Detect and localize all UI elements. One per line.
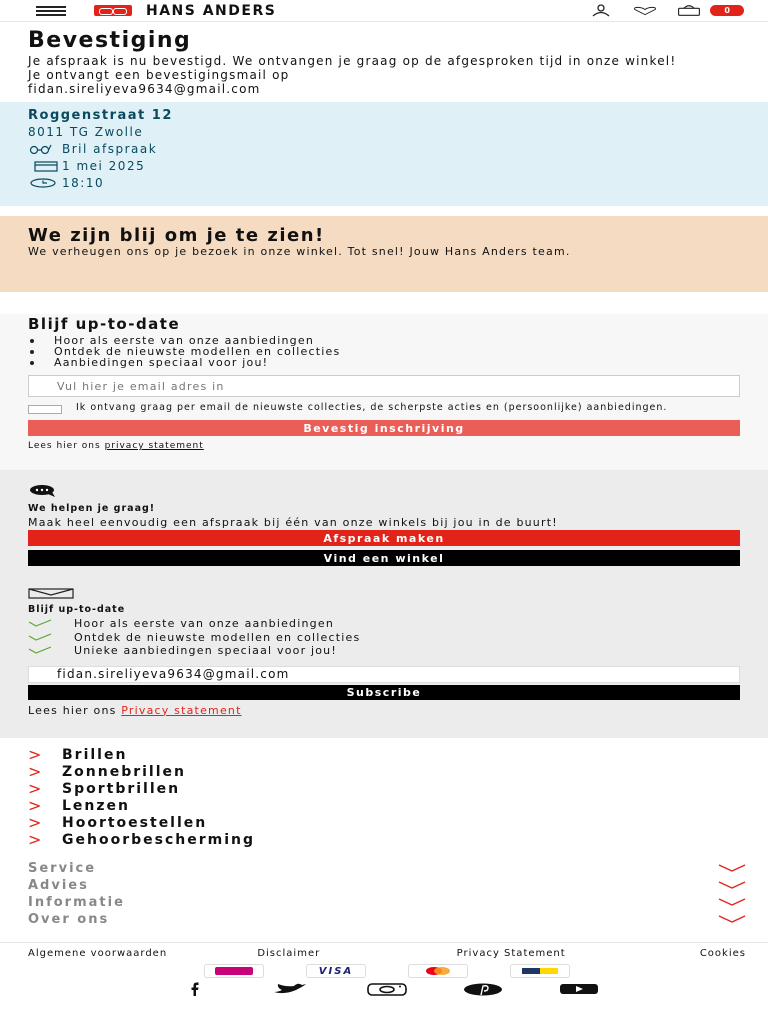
arrow-right-icon: > bbox=[28, 813, 44, 832]
youtube-icon[interactable] bbox=[559, 982, 599, 996]
privacy-prefix: Lees hier ons bbox=[28, 441, 101, 451]
logo-glasses-icon bbox=[94, 5, 132, 16]
site-header bbox=[0, 0, 768, 22]
newsletter2-benefits bbox=[28, 617, 740, 658]
confirmation-text: Je afspraak is nu bevestigd. We ontvangen je graag op de afgesproken tijd in onze winkel! bbox=[28, 54, 677, 68]
twitter-icon[interactable] bbox=[271, 982, 311, 996]
payment-methods bbox=[28, 964, 746, 978]
help-text: Maak heel eenvoudig een afspraak bij één van onze winkels bij jou in de buurt! bbox=[28, 516, 558, 529]
page-title: Bevestiging bbox=[28, 28, 192, 53]
subscribe-email-input[interactable] bbox=[28, 666, 740, 683]
privacy-prefix-2: Lees hier ons bbox=[28, 703, 117, 717]
privacy-statement-link-2[interactable]: Privacy statement bbox=[121, 703, 242, 717]
facebook-icon[interactable] bbox=[175, 982, 215, 996]
chevron-down-icon bbox=[718, 912, 746, 927]
accordion-advies[interactable] bbox=[28, 877, 746, 894]
chat-icon bbox=[28, 484, 740, 501]
category-label: Sportbrillen bbox=[62, 780, 181, 797]
footer-accordion bbox=[0, 848, 768, 928]
category-link-sportbrillen[interactable] bbox=[28, 780, 740, 797]
arrow-right-icon: > bbox=[28, 830, 44, 849]
benefit-text: Unieke aanbiedingen speciaal voor jou! bbox=[74, 644, 337, 657]
arrow-right-icon: > bbox=[28, 745, 44, 764]
arrow-right-icon: > bbox=[28, 762, 44, 781]
accordion-label: Informatie bbox=[28, 895, 125, 910]
banner-title: We zijn blij om je te zien! bbox=[28, 225, 325, 246]
instagram-icon[interactable] bbox=[367, 982, 407, 996]
appointment-time-row bbox=[28, 174, 740, 191]
category-link-zonnebrillen[interactable] bbox=[28, 763, 740, 780]
cart-count-badge: 0 bbox=[710, 5, 744, 16]
banner-text: We verheugen ons op je bezoek in onze winkel. Tot snel! Jouw Hans Anders team. bbox=[28, 245, 571, 258]
chevron-down-icon bbox=[718, 878, 746, 893]
clock-icon bbox=[28, 176, 62, 190]
ideal-logo bbox=[204, 964, 264, 978]
list-item: Hoor als eerste van onze aanbiedingen bbox=[28, 335, 740, 346]
appointment-type-row bbox=[28, 140, 740, 157]
list-item bbox=[28, 644, 740, 658]
appointment-date-row bbox=[28, 157, 740, 174]
category-link-lenzen[interactable] bbox=[28, 797, 740, 814]
appointment-card bbox=[0, 102, 768, 206]
appointment-time: 18:10 bbox=[62, 175, 105, 190]
visa-text: VISA bbox=[318, 965, 354, 977]
chevron-down-icon bbox=[718, 895, 746, 910]
appointment-type: Bril afspraak bbox=[62, 141, 158, 156]
accordion-over-ons[interactable] bbox=[28, 911, 746, 928]
chevron-down-icon bbox=[718, 861, 746, 876]
category-label: Zonnebrillen bbox=[62, 763, 186, 780]
list-item: Aanbiedingen speciaal voor jou! bbox=[28, 357, 740, 368]
benefit-text: Ontdek de nieuwste modellen en collecties bbox=[74, 630, 361, 644]
site-footer bbox=[0, 942, 768, 996]
privacy-note bbox=[28, 441, 740, 451]
store-street: Roggenstraat 12 bbox=[28, 108, 173, 123]
list-item: Ontdek de nieuwste modellen en collecties bbox=[28, 346, 740, 357]
confirmation-mail-text: Je ontvangt een bevestigingsmail op bbox=[28, 68, 290, 82]
newsletter-title: Blijf up-to-date bbox=[28, 315, 181, 333]
check-icon bbox=[28, 644, 74, 658]
consent-text: Ik ontvang graag per email de nieuwste collecties, de scherpste acties en (persoonlijke) aanbiedingen. bbox=[76, 402, 668, 413]
newsletter-email-input[interactable] bbox=[28, 375, 740, 397]
category-label: Lenzen bbox=[62, 797, 130, 814]
arrow-right-icon: > bbox=[28, 796, 44, 815]
bancontact-logo bbox=[510, 964, 570, 978]
menu-icon[interactable] bbox=[36, 6, 66, 16]
confirm-subscription-button[interactable]: Bevestig inschrijving bbox=[28, 420, 740, 436]
category-nav bbox=[0, 738, 768, 848]
category-link-brillen[interactable] bbox=[28, 746, 740, 763]
footer-link-privacy[interactable]: Privacy Statement bbox=[456, 948, 566, 959]
check-icon bbox=[28, 617, 74, 631]
check-icon bbox=[28, 631, 74, 645]
privacy-statement-link[interactable]: privacy statement bbox=[104, 441, 204, 451]
newsletter-section bbox=[0, 314, 768, 470]
cart-icon[interactable] bbox=[676, 4, 702, 18]
make-appointment-button[interactable]: Afspraak maken bbox=[28, 530, 740, 546]
find-store-button[interactable]: Vind een winkel bbox=[28, 550, 740, 566]
confirmation-section bbox=[0, 22, 768, 96]
envelope-icon bbox=[28, 588, 740, 602]
social-links bbox=[28, 982, 746, 996]
accordion-service[interactable] bbox=[28, 860, 746, 877]
footer-links bbox=[28, 949, 746, 958]
consent-row bbox=[28, 403, 740, 414]
mastercard-logo bbox=[408, 964, 468, 978]
brand-name: HANS ANDERS bbox=[146, 2, 277, 19]
consent-checkbox[interactable] bbox=[28, 405, 62, 414]
list-item bbox=[28, 617, 740, 631]
help-title: We helpen je graag! bbox=[28, 503, 156, 514]
list-item bbox=[28, 631, 740, 645]
visa-logo bbox=[306, 964, 366, 978]
confirmation-email: fidan.sireliyeva9634@gmail.com bbox=[28, 82, 261, 96]
footer-link-cookies[interactable]: Cookies bbox=[699, 948, 746, 959]
heart-icon[interactable] bbox=[632, 4, 658, 18]
help-section bbox=[0, 470, 768, 738]
user-icon[interactable] bbox=[588, 4, 614, 18]
store-city: 8011 TG Zwolle bbox=[28, 124, 144, 139]
pinterest-icon[interactable] bbox=[463, 982, 503, 996]
welcome-banner bbox=[0, 216, 768, 292]
footer-link-disclaimer[interactable]: Disclaimer bbox=[257, 948, 321, 959]
category-link-hoortoestellen[interactable] bbox=[28, 814, 740, 831]
accordion-label: Advies bbox=[28, 878, 89, 893]
newsletter2-title: Blijf up-to-date bbox=[28, 604, 126, 615]
newsletter-benefits bbox=[28, 335, 740, 368]
arrow-right-icon: > bbox=[28, 779, 44, 798]
category-label: Brillen bbox=[62, 746, 128, 763]
category-label: Gehoorbescherming bbox=[62, 831, 255, 848]
benefit-text: Hoor als eerste van onze aanbiedingen bbox=[74, 617, 334, 630]
category-link-gehoorbescherming[interactable] bbox=[28, 831, 740, 848]
calendar-icon bbox=[28, 159, 62, 173]
subscribe-button[interactable]: Subscribe bbox=[28, 685, 740, 700]
privacy-note-2 bbox=[28, 704, 740, 717]
appointment-date: 1 mei 2025 bbox=[62, 158, 146, 173]
category-label: Hoortoestellen bbox=[62, 814, 208, 831]
glasses-icon bbox=[28, 142, 62, 156]
accordion-label: Over ons bbox=[28, 912, 110, 927]
accordion-label: Service bbox=[28, 861, 97, 876]
accordion-informatie[interactable] bbox=[28, 894, 746, 911]
footer-link-terms[interactable]: Algemene voorwaarden bbox=[28, 948, 168, 959]
logo[interactable] bbox=[94, 3, 276, 19]
